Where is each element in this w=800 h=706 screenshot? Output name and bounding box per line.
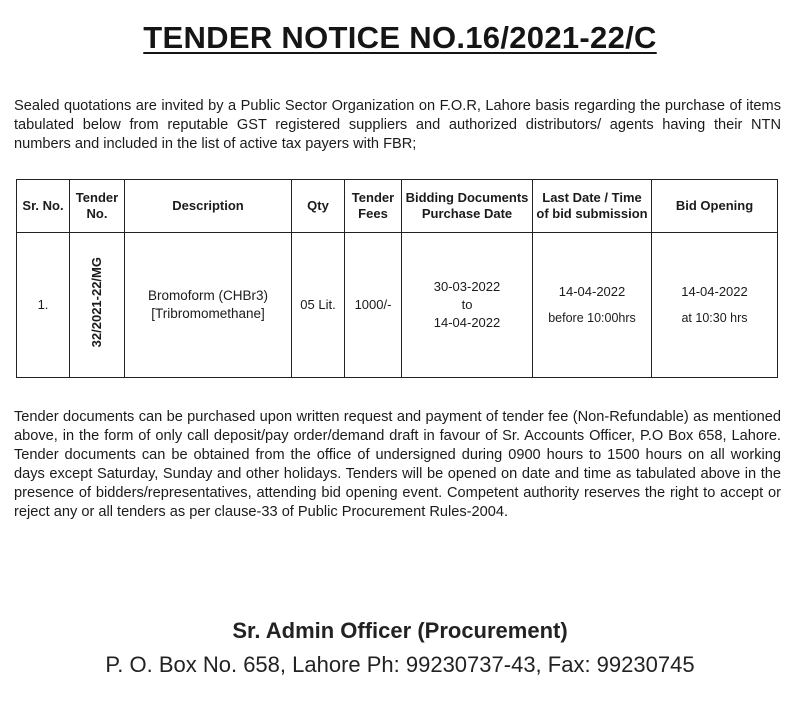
tender-no-text: 32/2021-22/MG	[89, 257, 104, 348]
purchase-to-word: to	[461, 297, 473, 312]
tender-table	[16, 179, 778, 378]
header-last-date: Last Date / Time of bid submission	[533, 180, 652, 233]
signatory-designation: Sr. Admin Officer (Procurement)	[232, 618, 568, 643]
intro-paragraph: Sealed quotations are invited by a Public Sector Organization on F.O.R, Lahore basis regarding the purchase of items tabulated below from reputable GST registered suppliers and authorized distributors/ agents having their NTN numbers and included in the list of active tax payers with FBR;	[14, 98, 781, 152]
last-time: before 10:00hrs	[548, 311, 636, 325]
terms-paragraph: Tender documents can be purchased upon written request and payment of tender fee (Non-Refundable) as mentioned above, in the form of only call deposit/pay order/demand draft in favour of Sr. Accounts Officer, P.O Box 658, Lahore. Tender documents can be obtained from the office of undersigned during 0900 hours to 1500 hours on all working days except Saturday, Sunday and other holidays. Tenders will be opened on date and time as tabulated above in the presence of bidders/representatives, attending bid opening event. Competent authority reserves the right to accept or reject any or all tenders as per clause-33 of Public Procurement Rules-2004.	[14, 409, 781, 520]
cell-sr-no: 1.	[17, 233, 70, 378]
description-line2: [Tribromomethane]	[151, 306, 265, 321]
cell-tender-fees: 1000/-	[345, 233, 402, 378]
notice-title: TENDER NOTICE NO.16/2021-22/C	[143, 20, 657, 55]
table-header-row	[17, 180, 778, 233]
description-line1: Bromoform (CHBr3)	[147, 288, 268, 303]
last-date: 14-04-2022	[558, 284, 626, 299]
header-tender-no: Tender No.	[70, 180, 125, 233]
header-description: Description	[125, 180, 292, 233]
header-bid-opening: Bid Opening	[652, 180, 778, 233]
opening-time: at 10:30 hrs	[681, 311, 748, 325]
purchase-to: 14-04-2022	[433, 315, 501, 330]
cell-qty: 05 Lit.	[292, 233, 345, 378]
header-tender-fees: Tender Fees	[345, 180, 402, 233]
opening-date: 14-04-2022	[681, 284, 748, 299]
header-qty: Qty	[292, 180, 345, 233]
table-row	[17, 233, 778, 378]
header-sr-no: Sr. No.	[17, 180, 70, 233]
cell-bid-opening	[652, 233, 778, 378]
cell-description	[125, 233, 292, 378]
cell-tender-no	[70, 233, 125, 378]
cell-last-date	[533, 233, 652, 378]
notice-title-container	[0, 20, 800, 56]
cell-purchase-date	[402, 233, 533, 378]
signatory-address: P. O. Box No. 658, Lahore Ph: 99230737-43, Fax: 99230745	[105, 652, 695, 677]
header-purchase-date: Bidding Documents Purchase Date	[402, 180, 533, 233]
purchase-from: 30-03-2022	[433, 279, 501, 294]
